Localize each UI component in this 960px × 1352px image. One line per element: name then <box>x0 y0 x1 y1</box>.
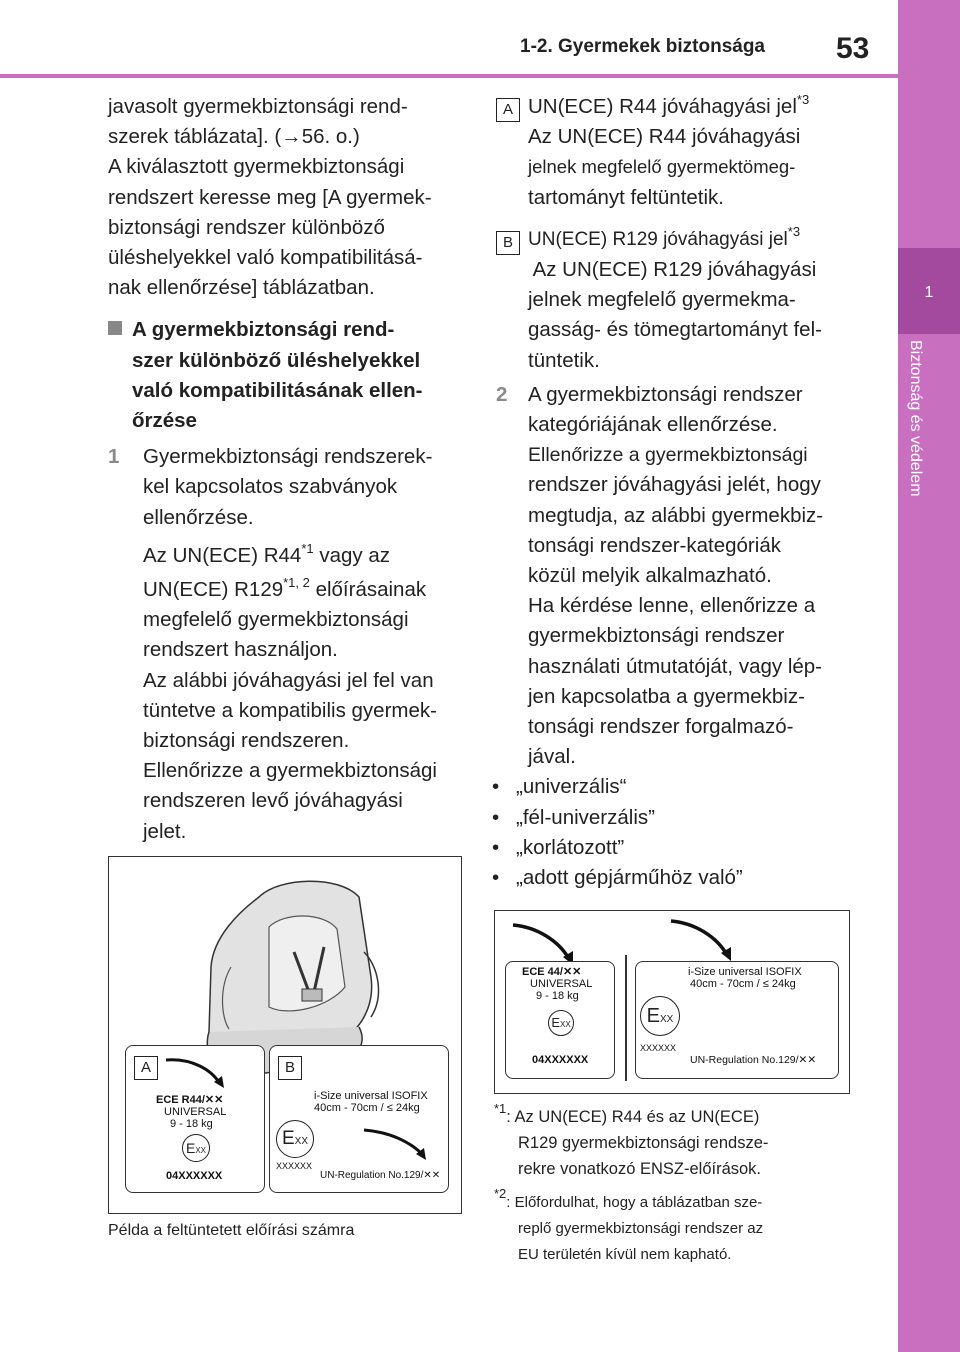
r44-line2: UNIVERSAL <box>164 1106 227 1118</box>
list-item: • „fél-univerzális” <box>490 803 870 833</box>
text-line: Ellenőrizze a gyermekbiztonsági <box>143 759 437 783</box>
r129-mark-number: XXXXXX <box>640 1043 677 1053</box>
text-line: szerek táblázata]. (→56. o.) <box>108 125 360 149</box>
text-line: ellenőrzése. <box>143 505 254 529</box>
r44-mark-line1: ECE 44/✕✕ <box>522 966 582 978</box>
footnote-2 <box>494 1186 854 1268</box>
text-line: Az UN(ECE) R129 jóváhagyási <box>528 258 817 282</box>
footnote-line: $^{*2}$: Előfordulhat, hogy a táblázatban sze- <box>494 1186 763 1211</box>
e-mark: EXX <box>182 1134 210 1162</box>
text-line: Az UN(ECE) R44$^{*1}$ vagy az <box>143 540 390 567</box>
r44-label <box>125 1045 265 1193</box>
text-line: jával. <box>528 745 576 769</box>
left-column <box>108 92 468 847</box>
chapter-number: 1 <box>924 284 934 301</box>
list-item: • „univerzális“ <box>490 772 870 802</box>
text-line: tonsági rendszer-kategóriák <box>528 533 781 557</box>
r129-mark-line1: i-Size universal ISOFIX <box>688 966 802 978</box>
r129-regulation: UN-Regulation No.129/✕✕ <box>320 1170 441 1181</box>
text-line: jen kapcsolatba a gyermekbiz- <box>528 684 805 708</box>
text-line: nak ellenőrzése] táblázatban. <box>108 276 375 300</box>
child-seat-figure <box>108 856 462 1214</box>
chapter-title: Biztonság és védelem <box>907 340 924 497</box>
arrow-icon <box>360 1124 440 1164</box>
e-mark: EXX <box>548 1010 574 1036</box>
text-line: javasolt gyermekbiztonsági rend- <box>108 95 408 118</box>
text-line: Az UN(ECE) R44 jóváhagyási <box>528 125 801 149</box>
text-line: UN(ECE) R129 jóváhagyási jel$^{*3}$ <box>528 223 801 250</box>
text-line: használati útmutatóját, vagy lép- <box>528 654 822 678</box>
footnote-line: replő gyermekbiztonsági rendszer az <box>518 1220 764 1237</box>
r44-mark-number: 04XXXXXX <box>532 1054 589 1066</box>
e-mark: EXX <box>276 1120 314 1158</box>
page-number: 53 <box>836 32 870 65</box>
text-line: UN(ECE) R44 jóváhagyási jel$^{*3}$ <box>528 92 810 118</box>
subheading-line: való kompatibilitásának ellen- <box>132 378 423 402</box>
r44-line1: ECE R44/✕✕ <box>156 1094 224 1106</box>
text-line: rendszert keresse meg [A gyermek- <box>108 185 432 209</box>
r129-number: XXXXXX <box>276 1161 313 1171</box>
subheading-line: őrzése <box>132 409 197 433</box>
approval-marks-figure <box>494 910 850 1094</box>
subheading-line: szer különböző üléshelyekkel <box>132 348 421 372</box>
r129-mark-line2: 40cm - 70cm / ≤ 24kg <box>690 978 796 990</box>
section-title: 1-2. Gyermekek biztonsága <box>520 36 765 57</box>
footnote-line: EU területén kívül nem kapható. <box>518 1246 732 1263</box>
r129-mark <box>635 961 839 1079</box>
chapter-sidebar <box>898 0 960 1352</box>
text-line: tüntetik. <box>528 348 600 372</box>
text-line: rendszer jóváhagyási jelét, hogy <box>528 473 821 497</box>
r129-line1: i-Size universal ISOFIX <box>314 1090 428 1102</box>
divider <box>625 955 627 1081</box>
footnote-line: $^{*1}$: Az UN(ECE) R44 és az UN(ECE) <box>494 1101 760 1126</box>
right-column <box>490 92 870 893</box>
text-line: UN(ECE) R129$^{*1, 2}$ előírásainak <box>143 575 427 602</box>
text-line: kategóriájának ellenőrzése. <box>528 413 778 437</box>
text-line: tartományt feltüntetik. <box>528 185 724 209</box>
list-item: • „korlátozott” <box>490 833 870 863</box>
header-rule <box>0 74 898 78</box>
step-number: 2 <box>496 382 508 406</box>
arrow-icon <box>665 915 765 965</box>
figure-badge-a: A <box>134 1056 158 1080</box>
text-line: üléshelyekkel való kompatibilitásá- <box>108 246 423 270</box>
text-line: gasság- és tömegtartományt fel- <box>528 318 822 342</box>
text-line: Ellenőrizze a gyermekbiztonsági <box>528 444 808 467</box>
text-line: biztonsági rendszer különböző <box>108 215 385 239</box>
r129-line2: 40cm - 70cm / ≤ 24kg <box>314 1102 420 1114</box>
text-line: Ha kérdése lenne, ellenőrizze a <box>528 594 816 618</box>
footnote-1 <box>494 1101 854 1182</box>
arrow-icon <box>162 1052 232 1092</box>
text-line: tüntetve a kompatibilis gyermek- <box>143 698 437 722</box>
text-line: jelnek megfelelő gyermektömeg- <box>528 156 796 178</box>
badge-b: B <box>496 231 520 255</box>
step-number: 1 <box>108 445 120 469</box>
text-line: jelet. <box>143 819 187 843</box>
r129-mark-regulation: UN-Regulation No.129/✕✕ <box>690 1054 817 1066</box>
text-line: megfelelő gyermekbiztonsági <box>143 608 409 632</box>
square-bullet-icon <box>108 321 122 335</box>
text-line: rendszeren levő jóváhagyási <box>143 789 403 813</box>
footnote-line: rekre vonatkozó ENSZ-előírások. <box>518 1160 762 1178</box>
text-line: gyermekbiztonsági rendszer <box>528 624 785 648</box>
figure-caption: Példa a feltüntetett előírási számra <box>108 1222 355 1239</box>
text-line: jelnek megfelelő gyermekma- <box>528 288 796 312</box>
text-line: megtudja, az alábbi gyermekbiz- <box>528 503 824 527</box>
text-line: tonsági rendszer forgalmazó- <box>528 715 794 739</box>
figure-badge-b: B <box>278 1056 302 1080</box>
r44-number: 04XXXXXX <box>166 1170 223 1182</box>
text-line: kel kapcsolatos szabványok <box>143 475 398 499</box>
badge-a: A <box>496 98 520 122</box>
list-item: • „adott gépjárműhöz való” <box>490 863 870 893</box>
e-mark: EXX <box>640 996 680 1036</box>
text-line: A gyermekbiztonsági rendszer <box>528 382 803 406</box>
text-line: A kiválasztott gyermekbiztonsági <box>108 155 405 179</box>
r44-line3: 9 - 18 kg <box>170 1118 213 1130</box>
r44-mark-line2: UNIVERSAL <box>530 978 593 990</box>
r129-label <box>269 1045 449 1193</box>
text-line: biztonsági rendszeren. <box>143 729 350 753</box>
text-line: rendszert használjon. <box>143 638 338 662</box>
text-line: Az alábbi jóváhagyási jel fel van <box>143 668 434 692</box>
text-line: Gyermekbiztonsági rendszerek- <box>143 445 433 469</box>
r44-mark-line3: 9 - 18 kg <box>536 990 579 1002</box>
footnote-line: R129 gyermekbiztonsági rendsze- <box>518 1134 769 1152</box>
subheading: A gyermekbiztonsági rend- <box>108 315 468 345</box>
r44-mark <box>505 961 615 1079</box>
text-line: közül melyik alkalmazható. <box>528 564 772 588</box>
